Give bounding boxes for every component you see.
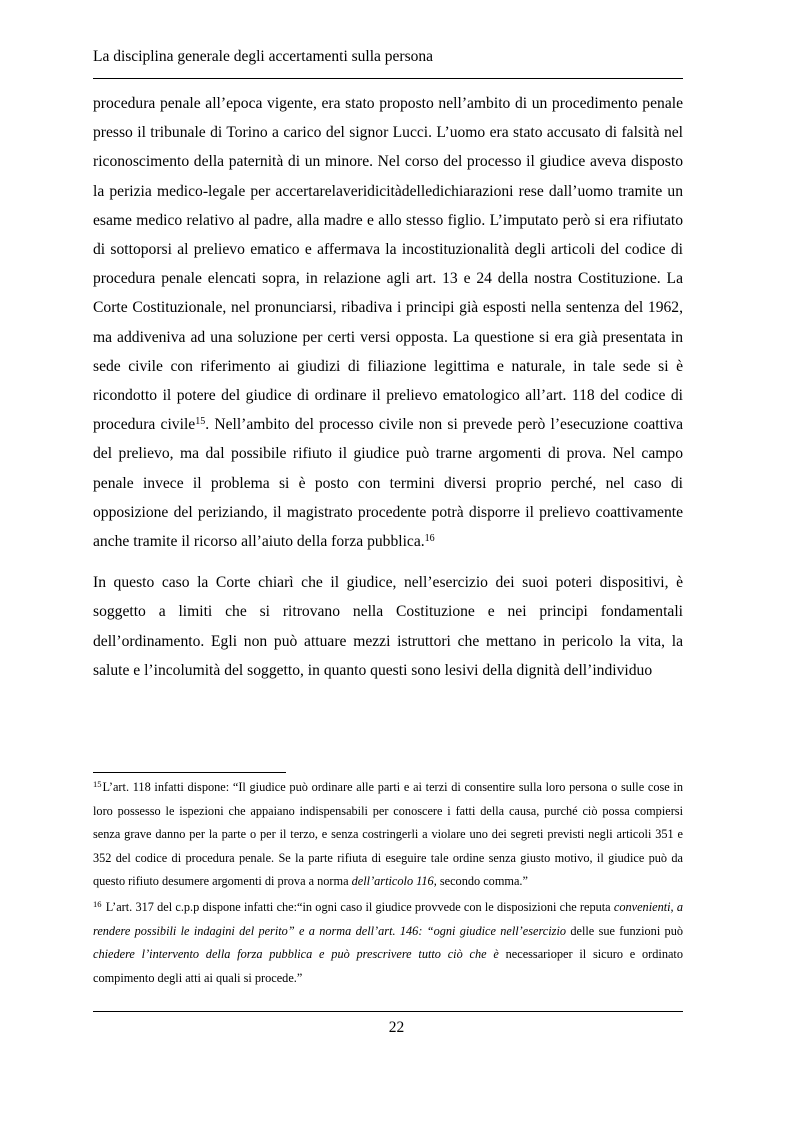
footnote-ref-16[interactable]: 16 [424, 533, 435, 545]
main-text [93, 89, 683, 685]
footnote-16-number: 16 [93, 898, 102, 909]
footnote-16-text-a: L’art. 317 del c.p.p dispone infatti che:“in ogni caso il giudice provvede con le disposizioni che reputa [102, 899, 614, 914]
page-number: 22 [388, 1019, 405, 1036]
footnote-16-text-c: necessarioper il sicuro e ordinato compimento degli atti ai quali si procede.” [93, 947, 683, 985]
footnote-15-text-italic: dell’articolo 116, [351, 874, 437, 889]
header-rule [93, 78, 683, 79]
footnotes [93, 776, 683, 990]
running-header: La disciplina generale degli accertamenti sulla persona [93, 48, 433, 65]
footnote-16-text-italic-2: chiedere l’intervento della forza pubblica e può prescrivere tutto ciò che è [93, 947, 499, 962]
footnote-15 [93, 776, 683, 894]
footnote-16 [93, 896, 683, 990]
footnote-15-text-a: L’art. 118 infatti dispone: “Il giudice può ordinare alle parti e ai terzi di consentire sulla loro persona o sulle cose in loro possesso le ispezioni che appaiano indispensabili per conoscere i fatti della causa, purché ciò possa compiersi senza grave danno per la parte o per il terzo, e senza costringerli a violare uno dei segreti previsti negli articoli 351 e 352 del codice di procedura penale. Se la parte rifiuta di eseguire tale ordine senza giusto motivo, il giudice può da questo rifiuto desumere argomenti di prova a norma [93, 780, 683, 889]
footnote-15-number: 15 [93, 779, 102, 789]
footer-rule [93, 1011, 683, 1012]
footnote-separator [93, 772, 286, 773]
footnote-16-text-b: delle sue funzioni può [566, 923, 683, 938]
paragraph-2: In questo caso la Corte chiarì che il giudice, nell’esercizio dei suoi poteri dispositivi, è soggetto a limiti che si ritrovano nella Costituzione e nei principi fondamentali dell’ordinamento. Egli non può attuare mezzi istruttori che mettano in pericolo la vita, la salute e l’incolumità del soggetto, in quanto questi sono lesivi della dignità dell’individuo [93, 574, 683, 679]
paragraph-1-part-b: . Nell’ambito del processo civile non si prevede però l’esecuzione coattiva del prelievo, ma dal possibile rifiuto il giudice può trarne argomenti di prova. Nel campo penale invece il problema si è posto con termini diversi proprio perché, nel caso di opposizione del periziando, il magistrato procedente potrà disporre il prelievo coattivamente anche tramite il ricorso all’aiuto della forza pubblica. [93, 416, 684, 551]
paragraph-1 [93, 89, 683, 556]
paragraph-1-part-a: procedura penale all’epoca vigente, era stato proposto nell’ambito di un procedimento penale presso il tribunale di Torino a carico del signor Lucci. L’uomo era stato accusato di falsità nel riconoscimento della paternità di un minore. Nel corso del processo il giudice aveva disposto la perizia medico-legale per accertarelaveridicitàdelledichiarazioni rese dall’uomo tramite un esame medico relativo al padre, alla madre e allo stesso figlio. L’imputato però si era rifiutato di sottoporsi al prelievo ematico e affermava la incostituzionalità degli articoli del codice di procedura penale elencati sopra, in relazione agli art. 13 e 24 della nostra Costituzione. La Corte Costituzionale, nel pronunciarsi, ribadiva i principi già esposti nella sentenza del 1962, ma addiveniva ad una soluzione per certi versi opposta. La questione si era già presentata in sede civile con riferimento ai giudizi di filiazione legittima e naturale, in tale sede si è ricondotto il potere del giudice di ordinare il prelievo ematologico all’art. 118 del codice di procedura civile [93, 95, 683, 434]
footnote-16-text-italic-1: convenienti, a rendere possibili le indagini del perito” e a norma dell’art. 146: “ogni giudice nell’esercizio [93, 899, 683, 938]
footnote-ref-15[interactable]: 15 [195, 416, 206, 428]
footnote-15-text-b: secondo comma.” [436, 874, 528, 889]
